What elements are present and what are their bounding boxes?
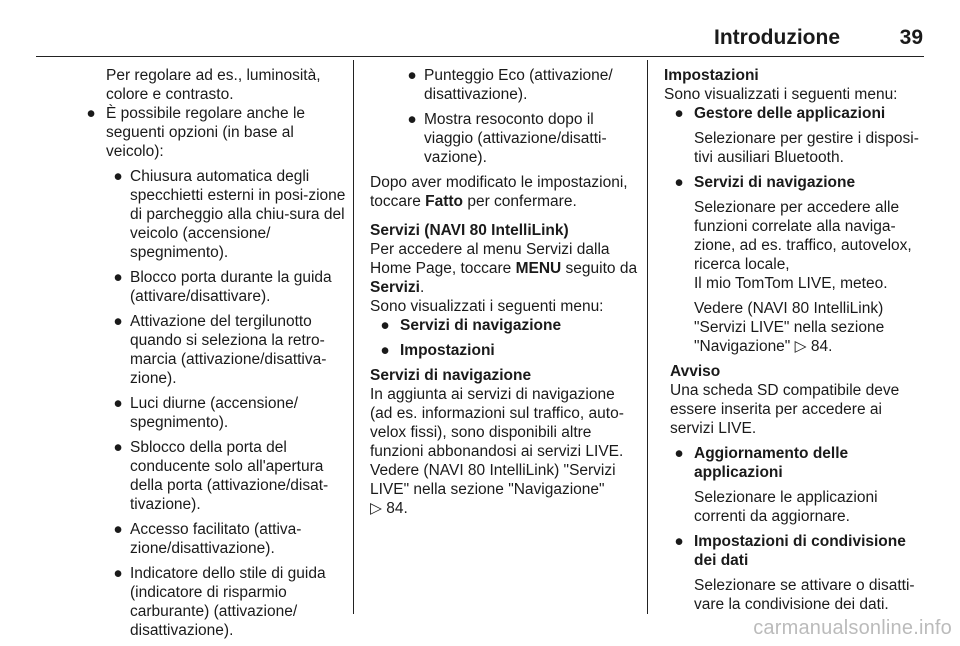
sub-list-item: Blocco porta durante la guida (attivare/disattivare). bbox=[130, 269, 332, 305]
item-title: Aggiornamento delle applicazioni bbox=[694, 445, 849, 481]
bullet-icon: ● bbox=[380, 342, 390, 359]
bullet-icon: ● bbox=[113, 269, 123, 286]
section-text: Per accedere al menu Servizi dalla Home Page, toccare MENU seguito da Servizi. bbox=[370, 241, 638, 296]
impostazioni-heading: Impostazioni bbox=[664, 67, 759, 84]
bullet-icon: ● bbox=[113, 168, 123, 185]
item-desc-2: Il mio TomTom LIVE, meteo. bbox=[694, 275, 888, 292]
sub-list-item: Indicatore dello stile di guida (indicatore di risparmio carburante) (attivazione/ disattivazione). bbox=[130, 565, 326, 639]
bullet-icon: ● bbox=[674, 174, 684, 191]
column-3 bbox=[664, 66, 926, 620]
fatto-label: Fatto bbox=[425, 193, 464, 210]
bullet-icon: ● bbox=[113, 439, 123, 456]
page-ref: 84. bbox=[386, 500, 408, 517]
nav-see: Vedere (NAVI 80 IntelliLink) "Servizi LIVE" nella sezione "Navigazione" ▷ 84. bbox=[370, 462, 616, 517]
ref-arrow-icon: ▷ bbox=[370, 500, 382, 517]
list-item bbox=[664, 173, 926, 356]
list-item-text: È possibile regolare anche le seguenti opzioni (in base al veicolo): bbox=[106, 105, 306, 160]
intro-continuation: Per regolare ad es., luminosità, colore e contrasto. bbox=[106, 67, 321, 103]
list-item bbox=[370, 341, 640, 360]
bullet-icon: ● bbox=[674, 105, 684, 122]
page-ref: 84. bbox=[810, 338, 833, 355]
nav-heading: Servizi di navigazione bbox=[370, 367, 532, 384]
page-number: 39 bbox=[899, 26, 923, 49]
ref-arrow-icon: ▷ bbox=[794, 338, 807, 355]
bullet-icon: ● bbox=[86, 105, 96, 122]
item-desc: Selezionare per accedere alle funzioni correlate alla naviga-zione, ad es. traffico, autovelox, ricerca locale, bbox=[694, 199, 912, 273]
notice-text: Una scheda SD compatibile deve essere inserita per accedere ai servizi LIVE. bbox=[670, 382, 900, 437]
bullet-icon: ● bbox=[380, 317, 390, 334]
menu-intro: Sono visualizzati i seguenti menu: bbox=[370, 298, 604, 315]
sub-list-item: Attivazione del tergilunotto quando si seleziona la retro-marcia (attivazione/disattiva-zione). bbox=[130, 313, 327, 387]
list-item bbox=[664, 532, 926, 614]
sub-list-item: Accesso facilitato (attiva-zione/disattivazione). bbox=[130, 521, 302, 557]
item-title: Gestore delle applicazioni bbox=[694, 105, 886, 122]
page-title: Introduzione bbox=[714, 26, 840, 49]
bullet-icon: ● bbox=[407, 111, 417, 128]
bullet-icon: ● bbox=[407, 67, 417, 84]
sub-list-item: Sblocco della porta del conducente solo all'apertura della porta (attivazione/disat-tivazione). bbox=[130, 439, 329, 513]
servizi-label: Servizi bbox=[370, 279, 420, 296]
column-divider-left bbox=[353, 60, 354, 614]
list-item bbox=[664, 104, 926, 167]
item-see: Vedere (NAVI 80 IntelliLink) "Servizi LIVE" nella sezione "Navigazione" ▷ 84. bbox=[694, 300, 885, 355]
page-header bbox=[0, 26, 960, 56]
sub-list-continued bbox=[370, 66, 640, 167]
list-item bbox=[370, 316, 640, 335]
item-title: Impostazioni di condivisione dei dati bbox=[694, 533, 906, 569]
item-title: Servizi di navigazione bbox=[694, 174, 856, 191]
notice-title: Avviso bbox=[670, 363, 721, 380]
column-2 bbox=[370, 66, 640, 518]
sub-list-item: Mostra resoconto dopo il viaggio (attivazione/disatti-vazione). bbox=[424, 111, 607, 166]
column-1 bbox=[76, 66, 346, 646]
sub-list-item: Punteggio Eco (attivazione/ disattivazione). bbox=[424, 67, 613, 103]
item-desc: Selezionare se attivare o disatti-vare la condivisione dei dati. bbox=[694, 577, 915, 613]
after-text: Dopo aver modificato le impostazioni, toccare Fatto per confermare. bbox=[370, 174, 628, 210]
bullet-icon: ● bbox=[674, 445, 684, 462]
watermark: carmanualsonline.info bbox=[753, 617, 952, 639]
nav-text: In aggiunta ai servizi di navigazione (ad es. informazioni sul traffico, auto-velox fissi), sono disponibili altre funzioni abbonandosi ai servizi LIVE. bbox=[370, 386, 624, 460]
column-divider-right bbox=[647, 60, 648, 614]
sub-list bbox=[76, 167, 346, 640]
section-heading: Servizi (NAVI 80 IntelliLink) bbox=[370, 222, 569, 239]
item-desc: Selezionare per gestire i disposi-tivi ausiliari Bluetooth. bbox=[694, 130, 919, 166]
menu-item: Servizi di navigazione bbox=[400, 317, 562, 334]
bullet-icon: ● bbox=[113, 395, 123, 412]
bullet-icon: ● bbox=[113, 565, 123, 582]
bullet-icon: ● bbox=[674, 533, 684, 550]
sub-list-item: Luci diurne (accensione/ spegnimento). bbox=[130, 395, 299, 431]
list-item bbox=[664, 444, 926, 526]
item-desc: Selezionare le applicazioni correnti da aggiornare. bbox=[694, 489, 878, 525]
menu-label: MENU bbox=[515, 260, 562, 277]
notice-box bbox=[664, 362, 926, 438]
list-item bbox=[76, 104, 346, 161]
menu-item: Impostazioni bbox=[400, 342, 495, 359]
header-rule bbox=[36, 56, 924, 57]
bullet-icon: ● bbox=[113, 521, 123, 538]
bullet-icon: ● bbox=[113, 313, 123, 330]
impostazioni-intro: Sono visualizzati i seguenti menu: bbox=[664, 86, 898, 103]
sub-list-item: Chiusura automatica degli specchietti esterni in posi-zione di parcheggio alla chiu-sura del veicolo (accensione/ spegnimento). bbox=[130, 168, 346, 261]
